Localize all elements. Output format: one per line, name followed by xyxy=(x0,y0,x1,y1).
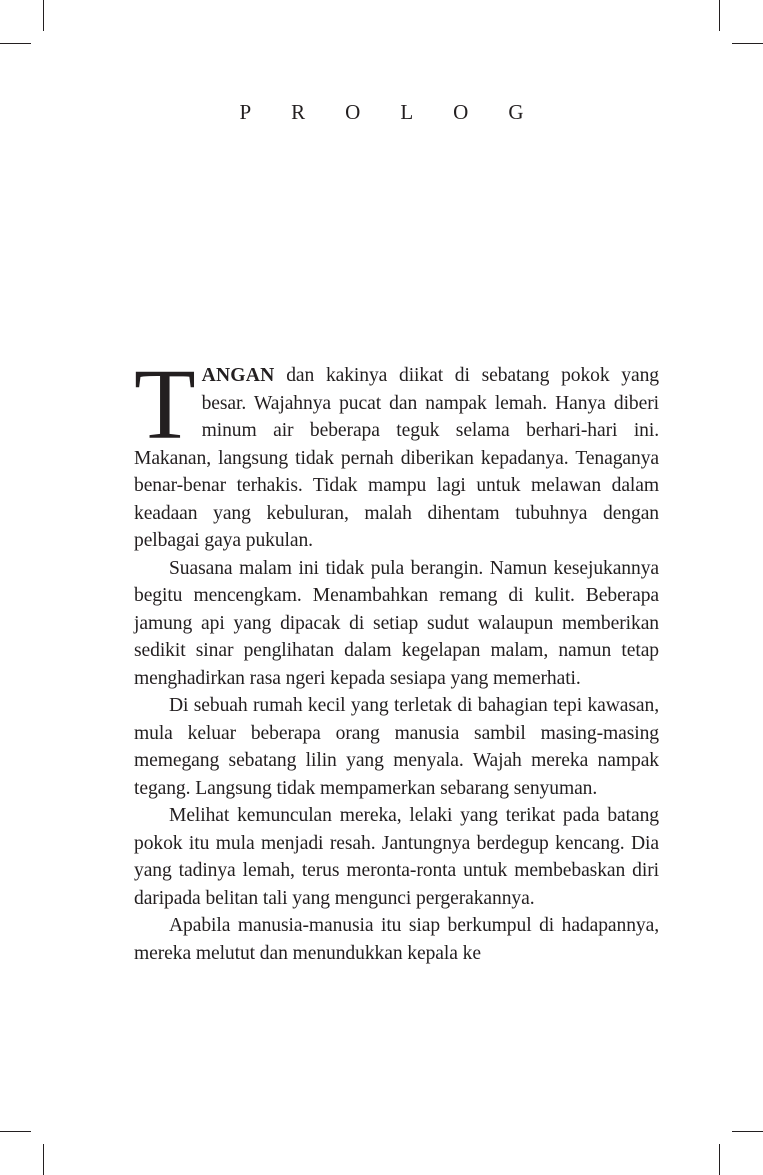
crop-mark-bottom-right-vertical xyxy=(719,1144,720,1175)
paragraph-2: Suasana malam ini tidak pula berangin. Namun kesejukannya begitu mencengkam. Menambahkan remang di kulit. Beberapa jamung api yang dipacak di setiap sudut walaupun memberikan sedikit sinar penglihatan dalam kegelapan malam, namun tetap menghadirkan rasa ngeri kepada sesiapa yang memerhati. xyxy=(134,557,659,689)
paragraph-4: Melihat kemunculan mereka, lelaki yang terikat pada batang pokok itu mula menjadi resah. Jantungnya berdegup kencang. Dia yang tadinya lemah, terus meronta-ronta untuk membebaskan diri daripada belitan tali yang mengunci pergerakannya. xyxy=(134,805,659,909)
chapter-body xyxy=(134,348,659,967)
crop-mark-bottom-left-horizontal xyxy=(0,1131,31,1132)
crop-mark-bottom-right-horizontal xyxy=(732,1131,763,1132)
crop-mark-top-right-horizontal xyxy=(732,43,763,44)
drop-cap-letter: T xyxy=(134,348,196,460)
paragraph-5: Apabila manusia-manusia itu siap berkumpul di hadapannya, mereka melutut dan menundukkan kepala ke xyxy=(134,915,659,964)
lead-word: ANGAN xyxy=(201,365,275,386)
crop-mark-top-left-horizontal xyxy=(0,43,31,44)
paragraph-1-text: dan kakinya diikat di sebatang pokok yang besar. Wajahnya pucat dan nampak lemah. Hanya diberi minum air beberapa teguk selama berhari-hari ini. Makanan, langsung tidak pernah diberikan kepadanya. Tenaganya benar-benar terhakis. Tidak mampu lagi untuk melawan dalam keadaan yang kebuluran, malah dihentam tubuhnya dengan pelbagai gaya pukulan. xyxy=(134,365,659,551)
crop-mark-top-right-vertical xyxy=(719,0,720,31)
paragraph-3: Di sebuah rumah kecil yang terletak di bahagian tepi kawasan, mula keluar beberapa orang manusia sambil masing-masing memegang sebatang lilin yang menyala. Wajah mereka nampak tegang. Langsung tidak mempamerkan sebarang senyuman. xyxy=(134,695,659,799)
chapter-title: PROLOG xyxy=(239,100,564,124)
paragraph-1 xyxy=(134,348,659,555)
crop-mark-bottom-left-vertical xyxy=(43,1144,44,1175)
crop-mark-top-left-vertical xyxy=(43,0,44,31)
